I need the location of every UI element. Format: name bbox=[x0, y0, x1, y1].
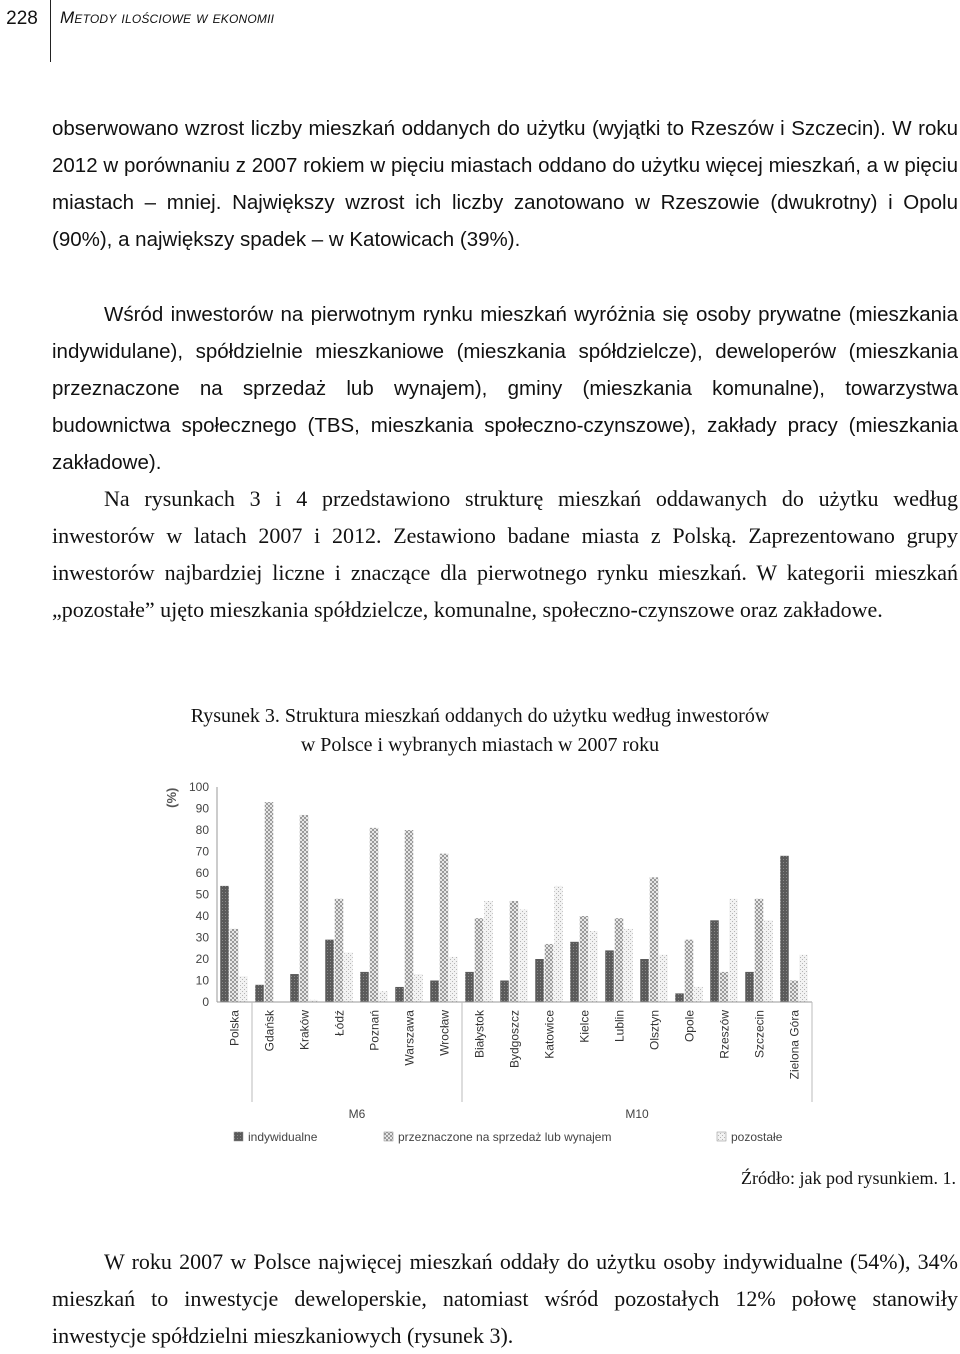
y-tick-label: 80 bbox=[195, 823, 209, 837]
x-tick-label: Opole bbox=[682, 1010, 697, 1043]
bar bbox=[325, 940, 334, 1002]
x-tick-label: Zielona Góra bbox=[787, 1010, 802, 1080]
bar bbox=[255, 985, 264, 1002]
x-tick-label: Białystok bbox=[472, 1010, 487, 1059]
bar bbox=[659, 955, 668, 1002]
bar bbox=[510, 901, 519, 1002]
paragraph-1: obserwowano wzrost liczby mieszkań oddanych do użytku (wyjątki to Rzeszów i Szczecin). W roku 2012 w porównaniu z 2007 rokiem w pięciu miastach oddano do użytku więcej mieszkań, a w pięciu miastach – mniej. Największy wzrost ich liczby zanotowano w Rzeszowie (dwukrotny) i Opolu (90%), a największy spadek – w Katowicach (39%). bbox=[52, 117, 958, 251]
bar bbox=[615, 918, 624, 1002]
bar bbox=[360, 972, 369, 1002]
y-tick-label: 40 bbox=[195, 909, 209, 923]
figure-caption-line-1: Rysunek 3. Struktura mieszkań oddanych do użytku według inwestorów bbox=[190, 705, 770, 727]
bar bbox=[780, 856, 789, 1002]
header-divider bbox=[50, 0, 51, 62]
y-tick-label: 70 bbox=[195, 844, 209, 859]
bar bbox=[370, 828, 379, 1002]
figure-chart bbox=[162, 775, 842, 1155]
y-tick-label: 10 bbox=[195, 973, 209, 988]
y-tick-label: 30 bbox=[195, 930, 209, 945]
x-tick-label: Szczecin bbox=[752, 1010, 767, 1059]
legend-label: przeznaczone na sprzedaż lub wynajem bbox=[398, 1130, 612, 1144]
bar bbox=[589, 931, 598, 1002]
bar bbox=[519, 910, 528, 1002]
bar bbox=[729, 899, 738, 1002]
bar bbox=[379, 991, 388, 1002]
bar bbox=[535, 959, 544, 1002]
paragraph-3: Na rysunkach 3 i 4 przedstawiono strukturę mieszkań oddawanych do użytku według inwestorów w latach 2007 i 2012. Zestawiono badane miasta z Polską. Zaprezentowano grupy inwestorów najbardziej liczne i znaczące dla pierwotnego rynku mieszkań. W kategorii mieszkań „pozostałe” ujęto mieszkania spółdzielcze, komunalne, społeczno-czynszowe oraz zakładowe. bbox=[52, 486, 958, 622]
bar bbox=[220, 886, 229, 1002]
bar bbox=[675, 993, 684, 1002]
figure-caption-line-2: w Polsce i wybranych miastach w 2007 roku bbox=[300, 734, 660, 756]
bar bbox=[764, 920, 773, 1002]
x-tick-label: Lublin bbox=[612, 1010, 627, 1043]
y-axis-label: (%) bbox=[164, 787, 179, 808]
bar bbox=[545, 944, 554, 1002]
y-tick-label: 0 bbox=[202, 995, 209, 1009]
legend-label: indywidualne bbox=[248, 1130, 318, 1144]
bar bbox=[500, 981, 509, 1003]
bar bbox=[640, 959, 649, 1002]
running-title: Metody ilościowe w ekonomii bbox=[60, 8, 275, 27]
x-tick-label: Bydgoszcz bbox=[507, 1010, 522, 1069]
bar bbox=[685, 940, 694, 1002]
bar bbox=[720, 972, 729, 1002]
y-tick-label: 90 bbox=[195, 801, 209, 816]
bar bbox=[395, 987, 404, 1002]
bar bbox=[745, 972, 754, 1002]
running-header bbox=[0, 0, 960, 62]
bar bbox=[475, 918, 484, 1002]
legend-swatch bbox=[717, 1132, 726, 1141]
legend-swatch bbox=[384, 1132, 393, 1141]
bar bbox=[449, 957, 458, 1002]
bar bbox=[465, 972, 474, 1002]
bar bbox=[430, 981, 439, 1003]
x-tick-label: Kielce bbox=[577, 1010, 592, 1043]
bar bbox=[335, 899, 344, 1002]
bar bbox=[230, 929, 239, 1002]
bar bbox=[755, 899, 764, 1002]
x-tick-label: Wrocław bbox=[437, 1010, 452, 1056]
x-tick-label: Warszawa bbox=[402, 1010, 417, 1066]
x-tick-label: Kraków bbox=[297, 1010, 312, 1051]
bar-chart bbox=[162, 775, 842, 1155]
bar bbox=[300, 815, 309, 1002]
bar bbox=[790, 981, 799, 1003]
bar bbox=[605, 950, 614, 1002]
figure-source: Źródło: jak pod rysunkiem. 1. bbox=[741, 1168, 956, 1188]
group-label: M6 bbox=[348, 1107, 366, 1121]
bar bbox=[570, 942, 579, 1002]
bar bbox=[265, 802, 274, 1002]
bar bbox=[484, 901, 493, 1002]
bar bbox=[710, 920, 719, 1002]
bar bbox=[580, 916, 589, 1002]
x-tick-label: Katowice bbox=[542, 1010, 557, 1059]
y-tick-label: 60 bbox=[195, 866, 209, 880]
bar bbox=[440, 854, 449, 1002]
x-tick-label: Polska bbox=[227, 1010, 242, 1047]
y-tick-label: 20 bbox=[195, 952, 209, 966]
y-tick-label: 100 bbox=[188, 780, 209, 794]
bar bbox=[694, 987, 703, 1002]
page-number: 228 bbox=[6, 8, 38, 29]
paragraph-2: Wśród inwestorów na pierwotnym rynku mieszkań wyróżnia się osoby prywatne (mieszkania indywidulane), spółdzielnie mieszkaniowe (mieszkania spółdzielcze), deweloperów (mieszkania przeznaczone na sprzedaż lub wynajem), gminy (mieszkania komunalne), towarzystwa budownictwa społecznego (TBS, mieszkania społeczno-czynszowe), zakłady pracy (mieszkania zakładowe). bbox=[52, 303, 958, 474]
bar bbox=[624, 929, 633, 1002]
x-tick-label: Łódź bbox=[332, 1010, 347, 1037]
bar bbox=[405, 830, 414, 1002]
x-tick-label: Rzeszów bbox=[717, 1010, 732, 1059]
bar bbox=[650, 877, 659, 1002]
bar bbox=[554, 886, 563, 1002]
legend-swatch bbox=[234, 1132, 243, 1141]
figure-caption bbox=[52, 702, 908, 760]
legend-label: pozostałe bbox=[731, 1130, 783, 1144]
y-tick-label: 50 bbox=[195, 887, 209, 902]
x-tick-label: Olsztyn bbox=[647, 1010, 662, 1051]
bar bbox=[799, 955, 808, 1002]
bar bbox=[344, 953, 353, 1002]
bar bbox=[239, 976, 248, 1002]
paragraph-4: W roku 2007 w Polsce najwięcej mieszkań oddały do użytku osoby indywidualne (54%), 34% mieszkań to inwestycje deweloperskie, natomiast wśród pozostałych 12% połowę stanowiły inwestycje spółdzielni mieszkaniowych (rysunek 3). bbox=[52, 1249, 958, 1348]
group-label: M10 bbox=[625, 1107, 649, 1121]
x-tick-label: Poznań bbox=[367, 1010, 382, 1051]
bar bbox=[414, 974, 423, 1002]
bar bbox=[290, 974, 299, 1002]
x-tick-label: Gdańsk bbox=[262, 1010, 277, 1052]
